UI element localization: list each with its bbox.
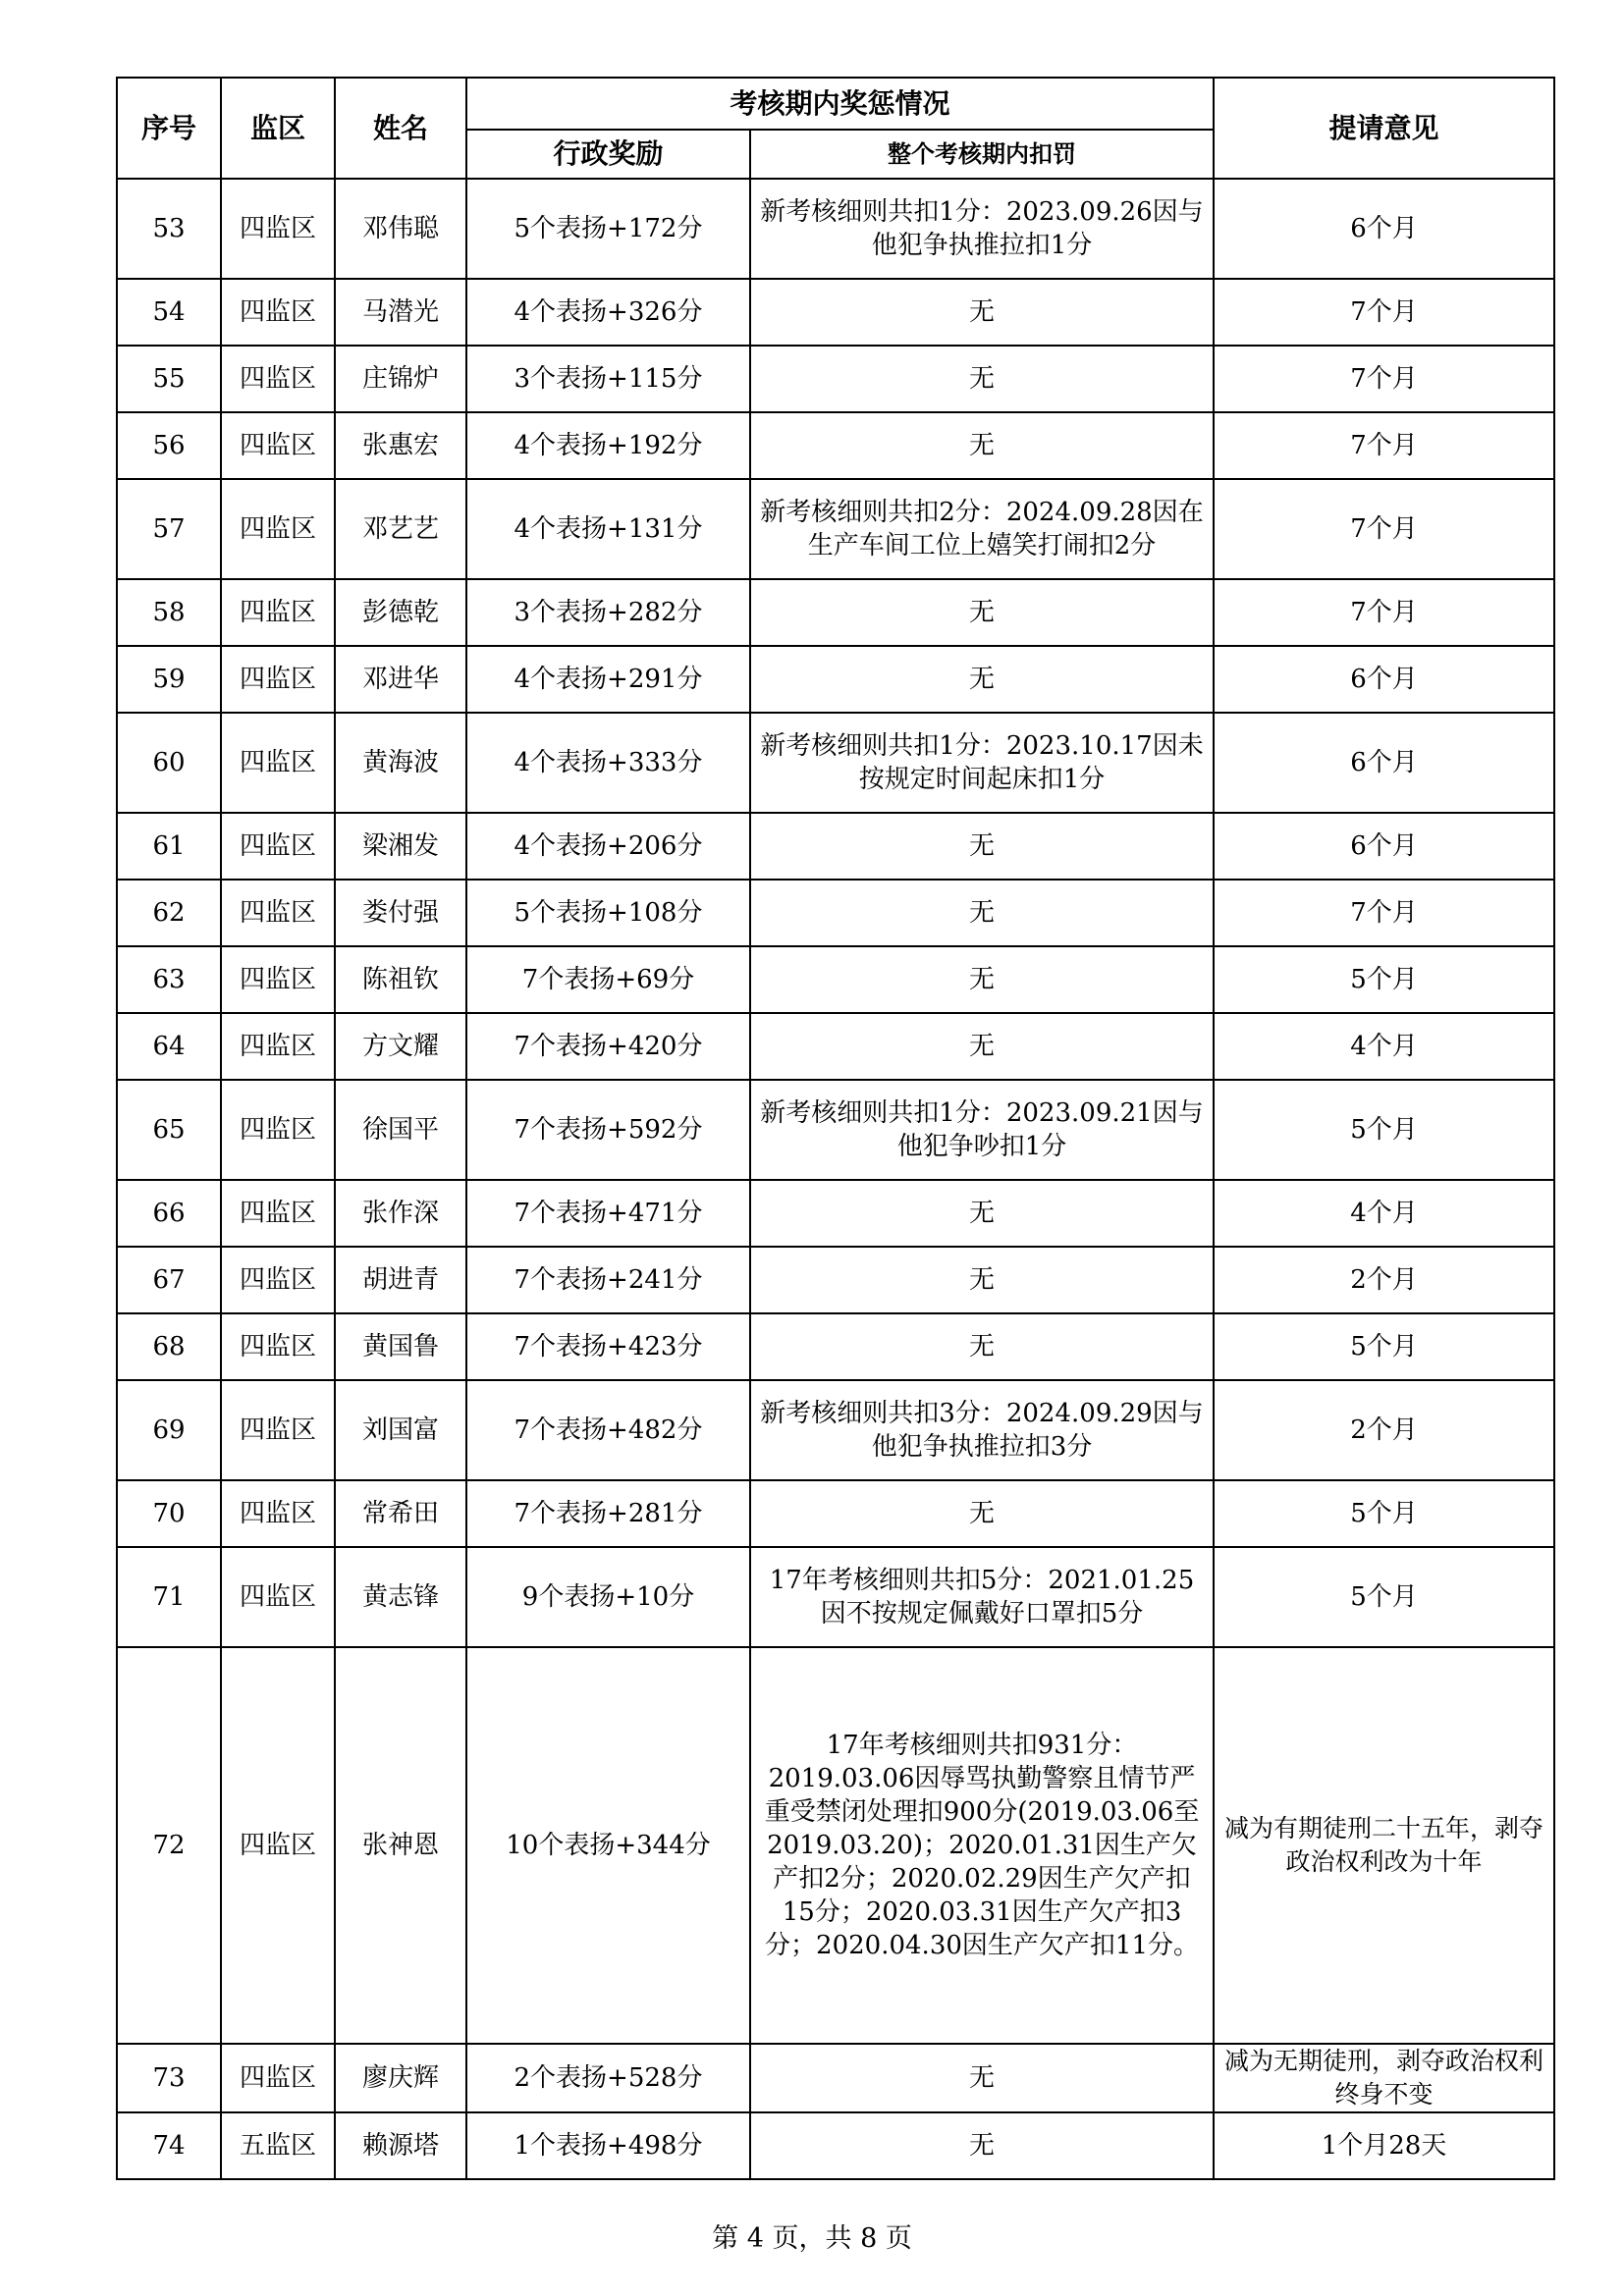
reward-cell: 2个表扬+528分: [466, 2044, 750, 2112]
penalty-cell: 新考核细则共扣1分：2023.09.21因与他犯争吵扣1分: [750, 1080, 1214, 1180]
penalty-cell: 无: [750, 1247, 1214, 1313]
area-cell: 四监区: [221, 1380, 335, 1480]
header-reward: 行政奖励: [466, 130, 750, 179]
opinion-cell: 5个月: [1214, 1480, 1554, 1547]
opinion-cell: 7个月: [1214, 479, 1554, 579]
penalty-cell: 无: [750, 813, 1214, 880]
seq-cell: 73: [117, 2044, 221, 2112]
name-cell: 陈祖钦: [335, 946, 466, 1013]
table-row: [117, 2112, 1554, 2179]
seq-cell: 55: [117, 346, 221, 412]
name-cell: 黄国鲁: [335, 1313, 466, 1380]
area-cell: 四监区: [221, 1180, 335, 1247]
header-name: 姓名: [335, 78, 466, 179]
reward-cell: 5个表扬+172分: [466, 179, 750, 279]
header-seq: 序号: [117, 78, 221, 179]
area-cell: 四监区: [221, 1647, 335, 2044]
opinion-cell: 7个月: [1214, 279, 1554, 346]
reward-cell: 7个表扬+281分: [466, 1480, 750, 1547]
penalty-cell: 无: [750, 412, 1214, 479]
penalty-cell: 新考核细则共扣1分：2023.09.26因与他犯争执推拉扣1分: [750, 179, 1214, 279]
table-row: [117, 279, 1554, 346]
name-cell: 黄海波: [335, 713, 466, 813]
table-row: [117, 346, 1554, 412]
opinion-cell: 4个月: [1214, 1180, 1554, 1247]
penalty-cell: 无: [750, 2044, 1214, 2112]
seq-cell: 66: [117, 1180, 221, 1247]
table-row: [117, 1247, 1554, 1313]
reward-cell: 4个表扬+291分: [466, 646, 750, 713]
penalty-cell: 新考核细则共扣3分：2024.09.29因与他犯争执推拉扣3分: [750, 1380, 1214, 1480]
area-cell: 四监区: [221, 412, 335, 479]
opinion-cell: 7个月: [1214, 412, 1554, 479]
penalty-cell: 17年考核细则共扣5分：2021.01.25因不按规定佩戴好口罩扣5分: [750, 1547, 1214, 1647]
name-cell: 庄锦炉: [335, 346, 466, 412]
table-row: [117, 1080, 1554, 1180]
penalty-cell: 17年考核细则共扣931分：2019.03.06因辱骂执勤警察且情节严重受禁闭处理扣900分(2019.03.06至2019.03.20)；2020.01.31因生产欠产扣2分；2020.02.29因生产欠产扣15分；2020.03.31因生产欠产扣3分；2020.04.30因生产欠产扣11分。: [750, 1647, 1214, 2044]
opinion-cell: 7个月: [1214, 880, 1554, 946]
header-opinion: 提请意见: [1214, 78, 1554, 179]
seq-cell: 58: [117, 579, 221, 646]
area-cell: 四监区: [221, 2044, 335, 2112]
opinion-cell: 6个月: [1214, 813, 1554, 880]
area-cell: 四监区: [221, 1547, 335, 1647]
name-cell: 张惠宏: [335, 412, 466, 479]
penalty-cell: 无: [750, 880, 1214, 946]
name-cell: 廖庆辉: [335, 2044, 466, 2112]
reward-cell: 4个表扬+131分: [466, 479, 750, 579]
seq-cell: 65: [117, 1080, 221, 1180]
area-cell: 四监区: [221, 646, 335, 713]
seq-cell: 59: [117, 646, 221, 713]
seq-cell: 70: [117, 1480, 221, 1547]
area-cell: 四监区: [221, 479, 335, 579]
table-row: [117, 946, 1554, 1013]
opinion-cell: 2个月: [1214, 1247, 1554, 1313]
area-cell: 四监区: [221, 1247, 335, 1313]
opinion-cell: 5个月: [1214, 1080, 1554, 1180]
seq-cell: 54: [117, 279, 221, 346]
area-cell: 四监区: [221, 1313, 335, 1380]
reward-cell: 7个表扬+423分: [466, 1313, 750, 1380]
table-row: [117, 1480, 1554, 1547]
area-cell: 四监区: [221, 579, 335, 646]
seq-cell: 74: [117, 2112, 221, 2179]
name-cell: 娄付强: [335, 880, 466, 946]
seq-cell: 67: [117, 1247, 221, 1313]
seq-cell: 57: [117, 479, 221, 579]
area-cell: 四监区: [221, 1080, 335, 1180]
area-cell: 四监区: [221, 1480, 335, 1547]
name-cell: 马潜光: [335, 279, 466, 346]
opinion-cell: 减为无期徒刑，剥夺政治权利终身不变: [1214, 2044, 1554, 2112]
table-row: [117, 713, 1554, 813]
opinion-cell: 7个月: [1214, 346, 1554, 412]
seq-cell: 72: [117, 1647, 221, 2044]
seq-cell: 56: [117, 412, 221, 479]
name-cell: 彭德乾: [335, 579, 466, 646]
penalty-cell: 新考核细则共扣2分：2024.09.28因在生产车间工位上嬉笑打闹扣2分: [750, 479, 1214, 579]
opinion-cell: 减为有期徒刑二十五年，剥夺政治权利改为十年: [1214, 1647, 1554, 2044]
area-cell: 四监区: [221, 946, 335, 1013]
table-row: [117, 1547, 1554, 1647]
area-cell: 四监区: [221, 346, 335, 412]
area-cell: 四监区: [221, 1013, 335, 1080]
table-row: [117, 579, 1554, 646]
name-cell: 徐国平: [335, 1080, 466, 1180]
table-row: [117, 1313, 1554, 1380]
reward-cell: 7个表扬+482分: [466, 1380, 750, 1480]
name-cell: 刘国富: [335, 1380, 466, 1480]
opinion-cell: 5个月: [1214, 1547, 1554, 1647]
opinion-cell: 5个月: [1214, 1313, 1554, 1380]
penalty-cell: 无: [750, 1013, 1214, 1080]
seq-cell: 61: [117, 813, 221, 880]
reward-cell: 4个表扬+206分: [466, 813, 750, 880]
name-cell: 梁湘发: [335, 813, 466, 880]
opinion-cell: 1个月28天: [1214, 2112, 1554, 2179]
name-cell: 邓艺艺: [335, 479, 466, 579]
area-cell: 四监区: [221, 713, 335, 813]
reward-cell: 3个表扬+282分: [466, 579, 750, 646]
table-row: [117, 1380, 1554, 1480]
penalty-cell: 无: [750, 1480, 1214, 1547]
table-row: [117, 1647, 1554, 2044]
name-cell: 张神恩: [335, 1647, 466, 2044]
table-row: [117, 1180, 1554, 1247]
reward-cell: 4个表扬+192分: [466, 412, 750, 479]
page-number-footer: 第 4 页，共 8 页: [712, 2223, 912, 2254]
penalty-cell: 无: [750, 279, 1214, 346]
seq-cell: 68: [117, 1313, 221, 1380]
reward-cell: 7个表扬+471分: [466, 1180, 750, 1247]
penalty-cell: 无: [750, 2112, 1214, 2179]
seq-cell: 62: [117, 880, 221, 946]
penalty-cell: 无: [750, 946, 1214, 1013]
reward-cell: 3个表扬+115分: [466, 346, 750, 412]
reward-cell: 7个表扬+241分: [466, 1247, 750, 1313]
opinion-cell: 4个月: [1214, 1013, 1554, 1080]
reward-cell: 4个表扬+326分: [466, 279, 750, 346]
table-row: [117, 412, 1554, 479]
area-cell: 四监区: [221, 813, 335, 880]
reward-cell: 7个表扬+420分: [466, 1013, 750, 1080]
header-prison-area: 监区: [221, 78, 335, 179]
seq-cell: 60: [117, 713, 221, 813]
opinion-cell: 6个月: [1214, 713, 1554, 813]
seq-cell: 69: [117, 1380, 221, 1480]
penalty-cell: 无: [750, 1313, 1214, 1380]
header-penalty: 整个考核期内扣罚: [750, 130, 1214, 179]
name-cell: 常希田: [335, 1480, 466, 1547]
reward-cell: 9个表扬+10分: [466, 1547, 750, 1647]
seq-cell: 71: [117, 1547, 221, 1647]
table-row: [117, 880, 1554, 946]
reward-cell: 7个表扬+592分: [466, 1080, 750, 1180]
area-cell: 五监区: [221, 2112, 335, 2179]
table-row: [117, 1013, 1554, 1080]
sentence-reduction-table: [116, 77, 1555, 2180]
name-cell: 方文耀: [335, 1013, 466, 1080]
area-cell: 四监区: [221, 279, 335, 346]
penalty-cell: 无: [750, 646, 1214, 713]
opinion-cell: 6个月: [1214, 179, 1554, 279]
reward-cell: 7个表扬+69分: [466, 946, 750, 1013]
reward-cell: 5个表扬+108分: [466, 880, 750, 946]
penalty-cell: 新考核细则共扣1分：2023.10.17因未按规定时间起床扣1分: [750, 713, 1214, 813]
penalty-cell: 无: [750, 579, 1214, 646]
name-cell: 邓伟聪: [335, 179, 466, 279]
penalty-cell: 无: [750, 346, 1214, 412]
penalty-cell: 无: [750, 1180, 1214, 1247]
name-cell: 黄志锋: [335, 1547, 466, 1647]
seq-cell: 64: [117, 1013, 221, 1080]
area-cell: 四监区: [221, 179, 335, 279]
seq-cell: 63: [117, 946, 221, 1013]
opinion-cell: 2个月: [1214, 1380, 1554, 1480]
seq-cell: 53: [117, 179, 221, 279]
reward-cell: 4个表扬+333分: [466, 713, 750, 813]
name-cell: 张作深: [335, 1180, 466, 1247]
table-row: [117, 646, 1554, 713]
table-row: [117, 2044, 1554, 2112]
name-cell: 胡进青: [335, 1247, 466, 1313]
table-row: [117, 813, 1554, 880]
table-row: [117, 179, 1554, 279]
opinion-cell: 6个月: [1214, 646, 1554, 713]
name-cell: 赖源塔: [335, 2112, 466, 2179]
area-cell: 四监区: [221, 880, 335, 946]
name-cell: 邓进华: [335, 646, 466, 713]
reward-cell: 10个表扬+344分: [466, 1647, 750, 2044]
opinion-cell: 7个月: [1214, 579, 1554, 646]
header-reward-penalty-group: 考核期内奖惩情况: [466, 78, 1214, 130]
table-row: [117, 479, 1554, 579]
reward-cell: 1个表扬+498分: [466, 2112, 750, 2179]
opinion-cell: 5个月: [1214, 946, 1554, 1013]
